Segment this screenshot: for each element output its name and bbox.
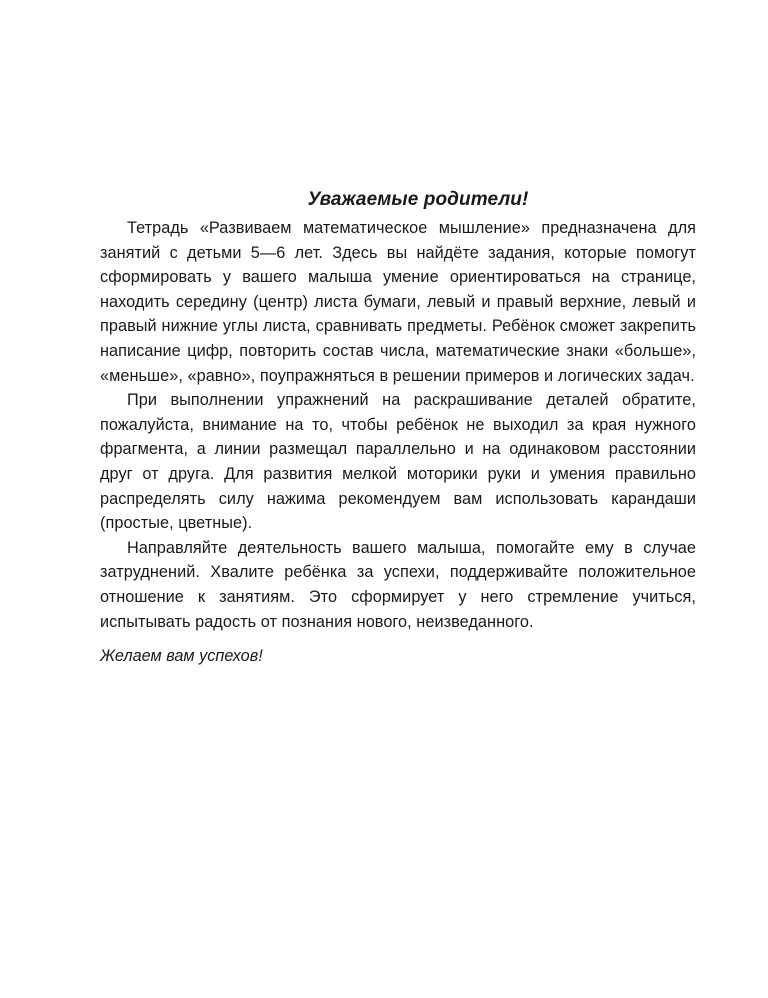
letter-body (100, 186, 696, 668)
paragraph-intro: Тетрадь «Развиваем математическое мышление» предназначена для занятий с детьми 5—6 лет. Здесь вы найдёте задания, которые помогут сформировать у вашего малыша умение ориентироваться на странице, находить середину (центр) листа бумаги, левый и правый верхние, левый и правый нижние углы листа, сравнивать предметы. Ребёнок сможет закрепить написание цифр, повторить состав числа, математические знаки «больше», «меньше», «равно», поупражняться в решении примеров и логических задач. (100, 219, 696, 385)
paragraph-coloring-advice: При выполнении упражнений на раскрашивание деталей обратите, пожалуйста, внимание на то, чтобы ребёнок не выходил за края нужного фрагмента, а линии размещал параллельно и на одинаковом расстоянии друг от друга. Для развития мелкой моторики руки и умения правильно распределять силу нажима рекомендуем вам использовать карандаши (простые, цветные). (100, 391, 696, 533)
page-title: Уважаемые родители! (307, 189, 529, 210)
paragraph-encouragement: Направляйте деятельность вашего малыша, помогайте ему в случае затруднений. Хвалите ребёнка за успехи, поддерживайте положительное отношение к занятиям. Это сформирует у него стремление учиться, испытывать радость от познания нового, неизведанного. (100, 538, 696, 631)
closing-wish: Желаем вам успехов! (100, 647, 263, 666)
